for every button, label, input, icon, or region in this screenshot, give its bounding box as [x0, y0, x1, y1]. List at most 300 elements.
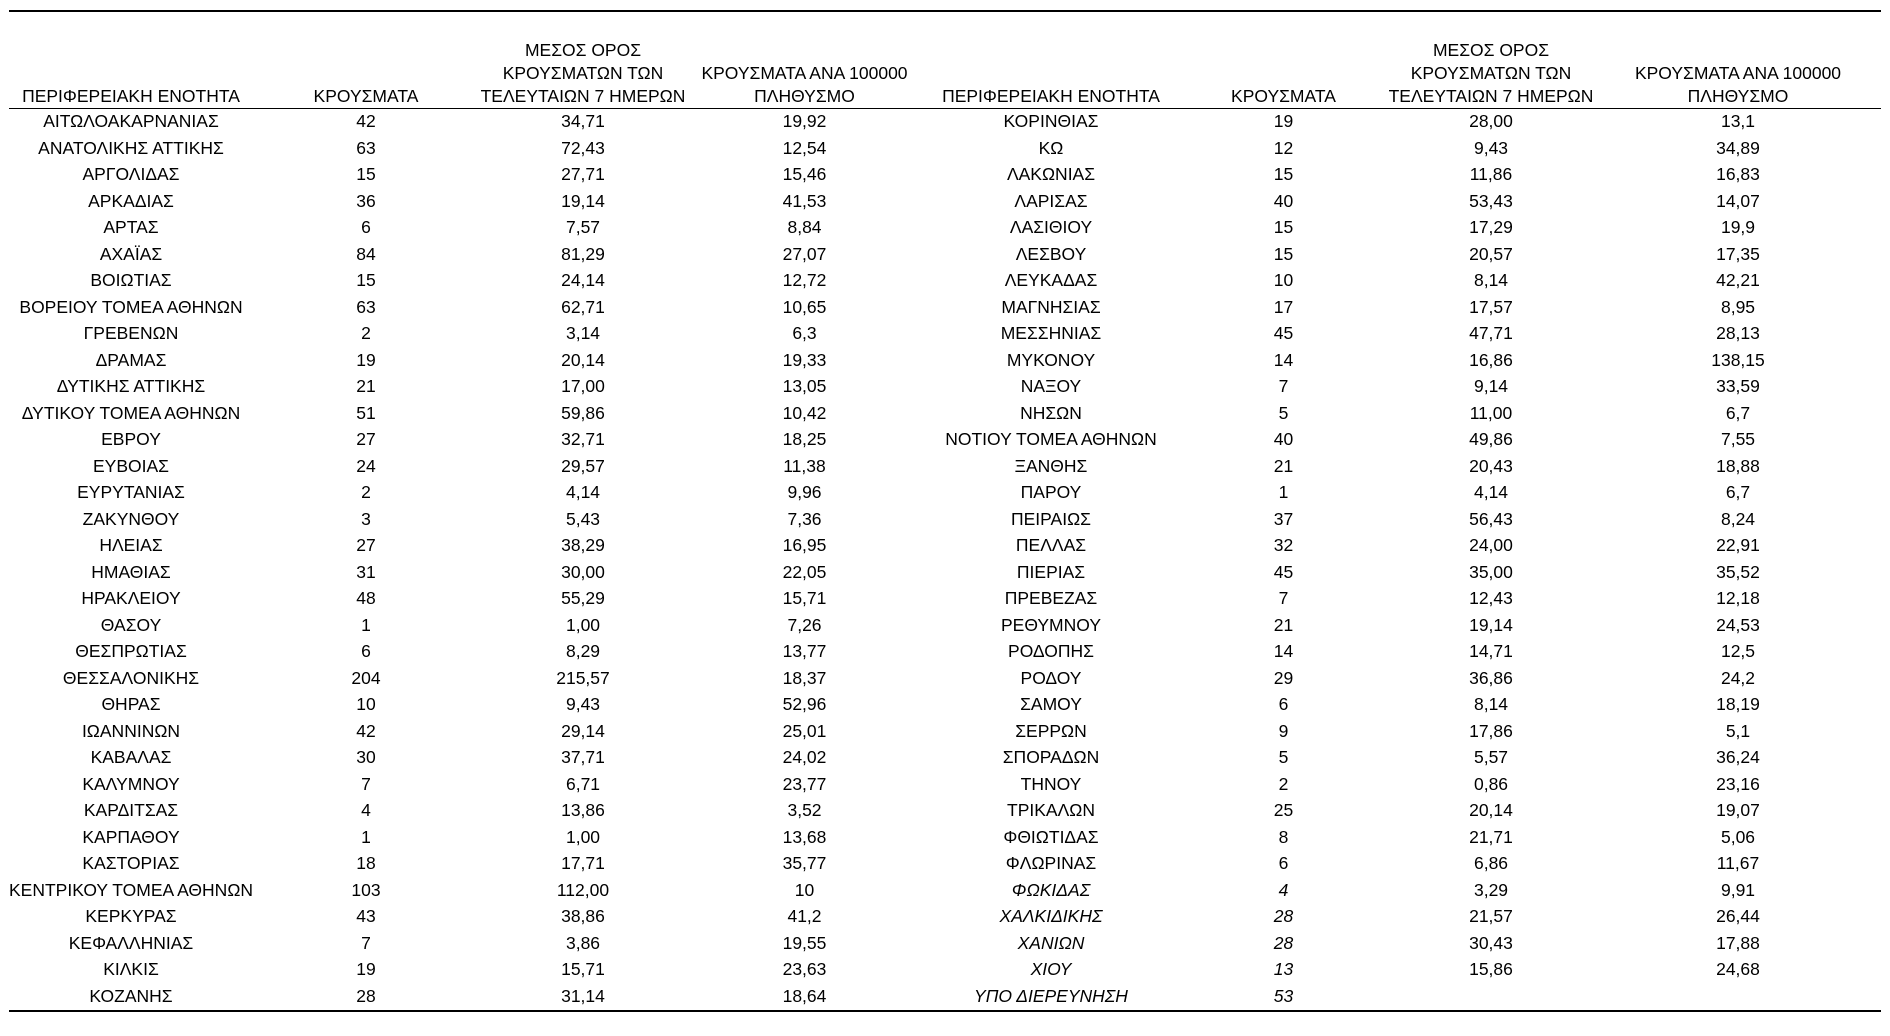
region-name-cell: ΚΟΖΑΝΗΣ [89, 985, 173, 1006]
avg-7day-cell: 19,14 [1469, 614, 1513, 635]
per-100k-cell: 23,16 [1716, 773, 1760, 794]
header-per-right [1595, 12, 1881, 108]
region-name-cell: ΒΟΡΕΙΟΥ ΤΟΜΕΑ ΑΘΗΝΩΝ [19, 296, 243, 317]
cases-cell: 2 [361, 323, 371, 343]
avg-7day-cell: 5,57 [1473, 747, 1509, 767]
table-row [9, 824, 1881, 851]
header-cases-left: ΚΡΟΥΣΜΑΤΑ [313, 86, 419, 106]
region-name-cell: ΗΡΑΚΛΕΙΟΥ [81, 588, 181, 608]
cases-cell: 17 [1273, 296, 1294, 317]
region-name-cell: ΛΕΣΒΟΥ [1015, 243, 1087, 264]
per-100k-cell: 41,2 [787, 906, 822, 926]
cases-cell: 63 [356, 137, 376, 158]
region-name-cell: ΡΟΔΟΥ [1020, 667, 1082, 688]
region-name-cell: ΜΑΓΝΗΣΙΑΣ [1001, 296, 1101, 317]
region-name-cell: ΡΕΘΥΜΝΟΥ [1000, 614, 1101, 635]
table-row [9, 479, 1881, 506]
region-name-cell: ΝΑΞΟΥ [1020, 376, 1082, 396]
per-100k-cell: 7,55 [1720, 429, 1756, 449]
region-name-cell: ΓΡΕΒΕΝΩΝ [83, 323, 179, 343]
region-name-cell: ΘΕΣΣΑΛΟΝΙΚΗΣ [62, 667, 200, 688]
per-100k-cell: 35,52 [1716, 561, 1760, 582]
avg-7day-cell: 9,43 [1473, 137, 1509, 158]
table-row [9, 214, 1881, 241]
region-name-cell: ΠΡΕΒΕΖΑΣ [1004, 588, 1098, 608]
avg-7day-cell: 62,71 [561, 296, 605, 317]
region-name-cell: ΞΑΝΘΗΣ [1014, 455, 1088, 476]
per-100k-cell: 12,54 [782, 137, 827, 158]
region-name-cell: ΧΙΟΥ [1030, 959, 1072, 979]
region-name-cell: ΕΥΡΥΤΑΝΙΑΣ [77, 482, 185, 502]
per-100k-cell: 22,05 [782, 561, 827, 582]
per-100k-cell: 18,64 [782, 985, 827, 1006]
per-100k-cell: 138,15 [1711, 349, 1765, 370]
cases-cell: 24 [356, 455, 376, 476]
per-100k-cell: 13,1 [1720, 111, 1756, 131]
avg-7day-cell: 17,00 [561, 376, 605, 396]
region-name-cell: ΜΕΣΣΗΝΙΑΣ [1000, 323, 1102, 343]
per-100k-cell: 8,84 [787, 217, 822, 237]
region-name-cell: ΚΟΡΙΝΘΙΑΣ [1003, 111, 1099, 131]
cases-cell: 2 [1278, 773, 1289, 794]
per-100k-cell: 52,96 [782, 694, 827, 714]
per-100k-cell: 7,26 [787, 614, 822, 635]
per-100k-cell: 26,44 [1716, 906, 1760, 926]
cases-cell: 14 [1273, 641, 1294, 661]
region-name-cell: ΝΗΣΩΝ [1020, 402, 1082, 423]
per-100k-cell: 18,88 [1716, 455, 1760, 476]
cases-cell: 8 [1278, 826, 1289, 847]
avg-7day-cell: 15,86 [1469, 959, 1513, 979]
table-row [9, 267, 1881, 294]
avg-7day-cell: 56,43 [1469, 508, 1513, 529]
per-100k-cell: 16,95 [782, 535, 827, 555]
region-name-cell: ΧΑΛΚΙΔΙΚΗΣ [999, 906, 1103, 926]
avg-7day-cell: 3,86 [565, 932, 601, 953]
cases-cell: 7 [361, 773, 371, 794]
region-name-cell: ΔΥΤΙΚΟΥ ΤΟΜΕΑ ΑΘΗΝΩΝ [21, 402, 241, 423]
cases-cell: 43 [356, 906, 376, 926]
header-per-line1: ΚΡΟΥΣΜΑΤΑ ΑΝΑ 100000 [701, 63, 908, 83]
avg-7day-cell: 38,29 [561, 535, 605, 555]
avg-7day-cell: 29,57 [561, 455, 605, 476]
cases-cell: 15 [1273, 243, 1294, 264]
table-row [9, 930, 1881, 957]
region-name-cell: ΠΙΕΡΙΑΣ [1016, 561, 1086, 582]
avg-7day-cell: 215,57 [556, 667, 610, 688]
header-per-line1: ΚΡΟΥΣΜΑΤΑ ΑΝΑ 100000 [1634, 63, 1842, 83]
avg-7day-cell: 12,43 [1469, 588, 1513, 608]
cases-cell: 5 [1278, 747, 1289, 767]
avg-7day-cell: 20,57 [1469, 243, 1513, 264]
avg-7day-cell: 20,43 [1469, 455, 1513, 476]
region-name-cell: ΘΗΡΑΣ [101, 694, 161, 714]
table-row [9, 188, 1881, 215]
region-name-cell: ΛΕΥΚΑΔΑΣ [1004, 270, 1098, 290]
region-name-cell: ΚΑΡΔΙΤΣΑΣ [83, 800, 179, 820]
avg-7day-cell: 20,14 [1469, 800, 1513, 820]
cases-cell: 6 [1278, 853, 1289, 873]
region-name-cell: ΒΟΙΩΤΙΑΣ [90, 270, 172, 290]
avg-7day-cell: 30,00 [561, 561, 605, 582]
table-row [9, 506, 1881, 533]
per-100k-cell: 13,77 [782, 641, 827, 661]
cases-cell: 2 [361, 482, 371, 502]
region-name-cell: ΚΙΛΚΙΣ [103, 959, 159, 979]
cases-cell: 15 [356, 270, 376, 290]
table-row [9, 718, 1881, 745]
per-100k-cell: 8,24 [1720, 508, 1756, 529]
table-row [9, 850, 1881, 877]
region-name-cell: ΘΑΣΟΥ [100, 614, 162, 635]
table-row [9, 135, 1881, 162]
per-100k-cell: 19,9 [1720, 217, 1756, 237]
per-100k-cell: 17,35 [1716, 243, 1760, 264]
avg-7day-cell: 31,14 [561, 985, 605, 1006]
per-100k-cell: 42,21 [1716, 270, 1760, 290]
avg-7day-cell: 8,14 [1473, 270, 1509, 290]
avg-7day-cell: 4,14 [565, 482, 601, 502]
cases-cell: 18 [356, 853, 376, 873]
cases-cell: 45 [1273, 561, 1294, 582]
cases-cell: 27 [356, 535, 376, 555]
header-avg-line3: ΤΕΛΕΥΤΑΙΩΝ 7 ΗΜΕΡΩΝ [1388, 86, 1594, 106]
table-row [9, 559, 1881, 586]
table-row [9, 771, 1881, 798]
table-row [9, 956, 1881, 983]
table-row [9, 665, 1881, 692]
table-row [9, 373, 1881, 400]
per-100k-cell: 19,07 [1716, 800, 1760, 820]
per-100k-cell: 25,01 [782, 720, 827, 741]
cases-cell: 9 [1278, 720, 1289, 741]
per-100k-cell: 9,91 [1720, 879, 1756, 900]
region-name-cell: ΘΕΣΠΡΩΤΙΑΣ [75, 641, 187, 661]
region-name-cell: ΚΑΡΠΑΘΟΥ [82, 826, 180, 847]
per-100k-cell: 12,18 [1716, 588, 1760, 608]
cases-cell: 21 [1273, 614, 1294, 635]
per-100k-cell: 27,07 [782, 243, 827, 264]
cases-cell: 45 [1273, 323, 1294, 343]
avg-7day-cell: 5,43 [565, 508, 601, 529]
per-100k-cell: 10 [794, 879, 815, 900]
cases-cell: 30 [356, 747, 376, 767]
per-100k-cell: 35,77 [782, 853, 827, 873]
cases-cell: 15 [356, 164, 376, 184]
cases-cell: 15 [1273, 164, 1294, 184]
per-100k-cell: 7,36 [787, 508, 822, 529]
avg-7day-cell: 15,71 [561, 959, 605, 979]
region-name-cell: ΚΕΝΤΡΙΚΟΥ ΤΟΜΕΑ ΑΘΗΝΩΝ [9, 879, 253, 900]
region-name-cell: ΦΛΩΡΙΝΑΣ [1005, 853, 1097, 873]
region-name-cell: ΑΝΑΤΟΛΙΚΗΣ ΑΤΤΙΚΗΣ [38, 137, 224, 158]
per-100k-cell: 6,7 [1725, 482, 1751, 502]
per-100k-cell: 9,96 [787, 482, 822, 502]
cases-cell: 15 [1273, 217, 1294, 237]
region-name-cell: ΛΑΚΩΝΙΑΣ [1006, 164, 1096, 184]
cases-cell: 1 [361, 826, 371, 847]
region-name-cell: ΚΑΣΤΟΡΙΑΣ [82, 853, 180, 873]
table-row [9, 877, 1881, 904]
per-100k-cell: 10,65 [782, 296, 827, 317]
region-name-cell: ΑΡΓΟΛΙΔΑΣ [82, 164, 180, 184]
avg-7day-cell: 21,57 [1469, 906, 1513, 926]
cases-cell: 31 [356, 561, 376, 582]
cases-cell: 42 [356, 720, 376, 741]
cases-cell: 27 [356, 429, 376, 449]
table-row [9, 400, 1881, 427]
cases-cell: 36 [356, 190, 376, 211]
avg-7day-cell: 59,86 [561, 402, 605, 423]
avg-7day-cell: 17,29 [1469, 217, 1513, 237]
header-avg-line2: ΚΡΟΥΣΜΑΤΩΝ ΤΩΝ [502, 63, 664, 83]
header-per-left [687, 12, 922, 108]
per-100k-cell: 12,72 [782, 270, 827, 290]
per-100k-cell: 6,7 [1725, 402, 1751, 423]
table-row [9, 744, 1881, 771]
avg-7day-cell: 35,00 [1469, 561, 1513, 582]
per-100k-cell: 24,53 [1716, 614, 1760, 635]
region-name-cell: ΣΑΜΟΥ [1020, 694, 1082, 714]
table-row [9, 983, 1881, 1010]
avg-7day-cell: 7,57 [565, 217, 601, 237]
avg-7day-cell: 81,29 [561, 243, 605, 264]
cases-cell: 28 [356, 985, 376, 1006]
header-avg-right [1387, 12, 1595, 108]
avg-7day-cell: 38,86 [561, 906, 605, 926]
per-100k-cell: 8,95 [1720, 296, 1756, 317]
region-name-cell: ΚΕΡΚΥΡΑΣ [85, 906, 177, 926]
avg-7day-cell: 47,71 [1469, 323, 1513, 343]
per-100k-cell: 36,24 [1716, 747, 1760, 767]
cases-cell: 4 [361, 800, 371, 820]
avg-7day-cell: 24,14 [561, 270, 605, 290]
avg-7day-cell: 6,86 [1473, 853, 1509, 873]
cases-cell: 37 [1273, 508, 1294, 529]
table-row [9, 797, 1881, 824]
avg-7day-cell: 4,14 [1473, 482, 1509, 502]
avg-7day-cell: 16,86 [1469, 349, 1513, 370]
header-avg-line3: ΤΕΛΕΥΤΑΙΩΝ 7 ΗΜΕΡΩΝ [480, 86, 686, 106]
region-name-cell: ΚΑΛΥΜΝΟΥ [82, 773, 180, 794]
cases-cell: 48 [356, 588, 376, 608]
per-100k-cell: 18,25 [782, 429, 827, 449]
cases-cell: 21 [1273, 455, 1294, 476]
per-100k-cell: 18,37 [782, 667, 827, 688]
region-name-cell: ΡΟΔΟΠΗΣ [1008, 641, 1094, 661]
table-body [9, 108, 1881, 1009]
region-name-cell: ΔΡΑΜΑΣ [95, 349, 167, 370]
per-100k-cell: 16,83 [1716, 164, 1760, 184]
avg-7day-cell: 30,43 [1469, 932, 1513, 953]
avg-7day-cell: 9,43 [565, 694, 601, 714]
per-100k-cell: 18,19 [1716, 694, 1760, 714]
region-name-cell: ΠΑΡΟΥ [1020, 482, 1082, 502]
header-cases-right: ΚΡΟΥΣΜΑΤΑ [1231, 86, 1336, 106]
per-100k-cell: 15,46 [782, 164, 827, 184]
table-row [9, 241, 1881, 268]
avg-7day-cell: 11,00 [1469, 402, 1513, 423]
cases-cell: 7 [1278, 588, 1289, 608]
per-100k-cell: 41,53 [782, 190, 827, 211]
cases-cell: 53 [1273, 985, 1294, 1006]
document-page [9, 0, 1881, 1036]
per-100k-cell: 10,42 [782, 402, 827, 423]
per-100k-cell: 33,59 [1716, 376, 1760, 396]
per-100k-cell: 15,71 [782, 588, 827, 608]
cases-cell: 51 [356, 402, 376, 423]
region-name-cell: ΑΡΚΑΔΙΑΣ [88, 190, 174, 211]
avg-7day-cell: 1,00 [565, 614, 601, 635]
region-name-cell: ΕΥΒΟΙΑΣ [93, 455, 169, 476]
table-row [9, 903, 1881, 930]
region-name-cell: ΑΡΤΑΣ [103, 217, 159, 237]
per-100k-cell: 23,77 [782, 773, 827, 794]
avg-7day-cell: 36,86 [1469, 667, 1513, 688]
table-row [9, 638, 1881, 665]
table-row [9, 532, 1881, 559]
avg-7day-cell: 13,86 [561, 800, 605, 820]
region-name-cell: ΚΑΒΑΛΑΣ [90, 747, 172, 767]
per-100k-cell: 13,05 [782, 376, 827, 396]
region-name-cell: ΛΑΣΙΘΙΟΥ [1009, 217, 1093, 237]
region-name-cell: ΚΩ [1038, 137, 1064, 158]
cases-cell: 19 [356, 349, 376, 370]
avg-7day-cell: 53,43 [1469, 190, 1513, 211]
header-per-line2: ΠΛΗΘΥΣΜΟ [1687, 86, 1789, 106]
cases-cell: 29 [1273, 667, 1294, 688]
avg-7day-cell: 11,86 [1469, 164, 1513, 184]
cases-cell: 6 [361, 217, 371, 237]
avg-7day-cell: 8,14 [1473, 694, 1509, 714]
per-100k-cell: 24,68 [1716, 959, 1760, 979]
avg-7day-cell: 21,71 [1469, 826, 1513, 847]
cases-cell: 40 [1273, 190, 1294, 211]
region-name-cell: ΝΟΤΙΟΥ ΤΟΜΕΑ ΑΘΗΝΩΝ [945, 429, 1157, 449]
avg-7day-cell: 17,57 [1469, 296, 1513, 317]
bottom-rule [9, 1010, 1881, 1012]
header-avg-left [479, 12, 687, 108]
cases-cell: 13 [1273, 959, 1294, 979]
table-row [9, 453, 1881, 480]
region-name-cell: ΚΕΦΑΛΛΗΝΙΑΣ [68, 932, 194, 953]
per-100k-cell: 11,38 [783, 455, 826, 476]
cases-cell: 19 [1273, 111, 1294, 131]
per-100k-cell: 5,1 [1725, 720, 1751, 741]
cases-table [9, 12, 1881, 1009]
cases-cell: 19 [356, 959, 376, 979]
avg-7day-cell: 0,86 [1473, 773, 1509, 794]
avg-7day-cell [1387, 983, 1595, 1010]
cases-cell: 12 [1273, 137, 1294, 158]
per-100k-cell: 22,91 [1716, 535, 1760, 555]
avg-7day-cell: 34,71 [561, 111, 605, 131]
header-avg-line1: ΜΕΣΟΣ ΟΡΟΣ [524, 40, 642, 60]
region-name-cell: ΦΩΚΙΔΑΣ [1011, 879, 1091, 900]
table-row [9, 161, 1881, 188]
table-row [9, 585, 1881, 612]
avg-7day-cell: 29,14 [561, 720, 605, 741]
cases-cell: 103 [351, 879, 381, 900]
region-name-cell: ΑΙΤΩΛΟΑΚΑΡΝΑΝΙΑΣ [43, 111, 219, 131]
region-name-cell: ΙΩΑΝΝΙΝΩΝ [81, 720, 181, 741]
cases-cell: 7 [1278, 376, 1289, 396]
avg-7day-cell: 3,14 [565, 323, 601, 343]
region-name-cell: ΠΕΙΡΑΙΩΣ [1011, 508, 1091, 529]
avg-7day-cell: 17,71 [561, 853, 605, 873]
cases-cell: 28 [1273, 932, 1294, 953]
region-name-cell: ΥΠΟ ΔΙΕΡΕΥΝΗΣΗ [974, 985, 1128, 1006]
cases-cell: 40 [1273, 429, 1294, 449]
avg-7day-cell: 112,00 [556, 879, 610, 900]
cases-cell: 1 [361, 614, 371, 635]
table-row [9, 691, 1881, 718]
header-row [9, 12, 1881, 108]
avg-7day-cell: 19,14 [561, 190, 605, 211]
avg-7day-cell: 6,71 [565, 773, 601, 794]
per-100k-cell: 19,33 [782, 349, 827, 370]
per-100k-cell [1595, 983, 1881, 1010]
region-name-cell: ΗΜΑΘΙΑΣ [91, 561, 171, 582]
cases-cell: 10 [1273, 270, 1294, 290]
region-name-cell: ΠΕΛΛΑΣ [1015, 535, 1087, 555]
avg-7day-cell: 32,71 [561, 429, 605, 449]
avg-7day-cell: 72,43 [561, 137, 605, 158]
region-name-cell: ΗΛΕΙΑΣ [99, 535, 163, 555]
per-100k-cell: 34,89 [1716, 137, 1760, 158]
avg-7day-cell: 55,29 [561, 588, 605, 608]
cases-cell: 7 [361, 932, 371, 953]
avg-7day-cell: 17,86 [1469, 720, 1513, 741]
cases-cell: 6 [361, 641, 371, 661]
header-avg-line1: ΜΕΣΟΣ ΟΡΟΣ [1432, 40, 1550, 60]
cases-cell: 14 [1273, 349, 1294, 370]
region-name-cell: ΛΑΡΙΣΑΣ [1014, 190, 1088, 211]
cases-cell: 1 [1278, 482, 1289, 502]
table-row [9, 108, 1881, 135]
cases-cell: 6 [1278, 694, 1289, 714]
avg-7day-cell: 49,86 [1469, 429, 1513, 449]
avg-7day-cell: 20,14 [561, 349, 605, 370]
avg-7day-cell: 9,14 [1473, 376, 1509, 396]
table-row [9, 294, 1881, 321]
per-100k-cell: 6,3 [792, 323, 817, 343]
cases-cell: 28 [1273, 906, 1294, 926]
table-row [9, 426, 1881, 453]
per-100k-cell: 3,52 [787, 800, 822, 820]
header-region-right: ΠΕΡΙΦΕΡΕΙΑΚΗ ΕΝΟΤΗΤΑ [942, 86, 1160, 106]
per-100k-cell: 11,67 [1716, 853, 1760, 873]
header-per-line2: ΠΛΗΘΥΣΜΟ [754, 86, 855, 106]
cases-cell: 4 [1278, 879, 1289, 900]
table-row [9, 347, 1881, 374]
cases-cell: 42 [356, 111, 376, 131]
per-100k-cell: 14,07 [1716, 190, 1760, 211]
region-name-cell: ΣΕΡΡΩΝ [1015, 720, 1087, 741]
avg-7day-cell: 37,71 [561, 747, 605, 767]
cases-cell: 5 [1278, 402, 1289, 423]
region-name-cell: ΕΒΡΟΥ [101, 429, 161, 449]
header-region-left: ΠΕΡΙΦΕΡΕΙΑΚΗ ΕΝΟΤΗΤΑ [22, 86, 240, 106]
per-100k-cell: 24,02 [782, 747, 827, 767]
region-name-cell: ΖΑΚΥΝΘΟΥ [82, 508, 180, 529]
cases-cell: 84 [356, 243, 376, 264]
region-name-cell: ΤΡΙΚΑΛΩΝ [1007, 800, 1095, 820]
cases-cell: 32 [1273, 535, 1294, 555]
region-name-cell: ΑΧΑΪΑΣ [99, 243, 163, 264]
avg-7day-cell: 8,29 [565, 641, 601, 661]
region-name-cell: ΜΥΚΟΝΟΥ [1006, 349, 1096, 370]
